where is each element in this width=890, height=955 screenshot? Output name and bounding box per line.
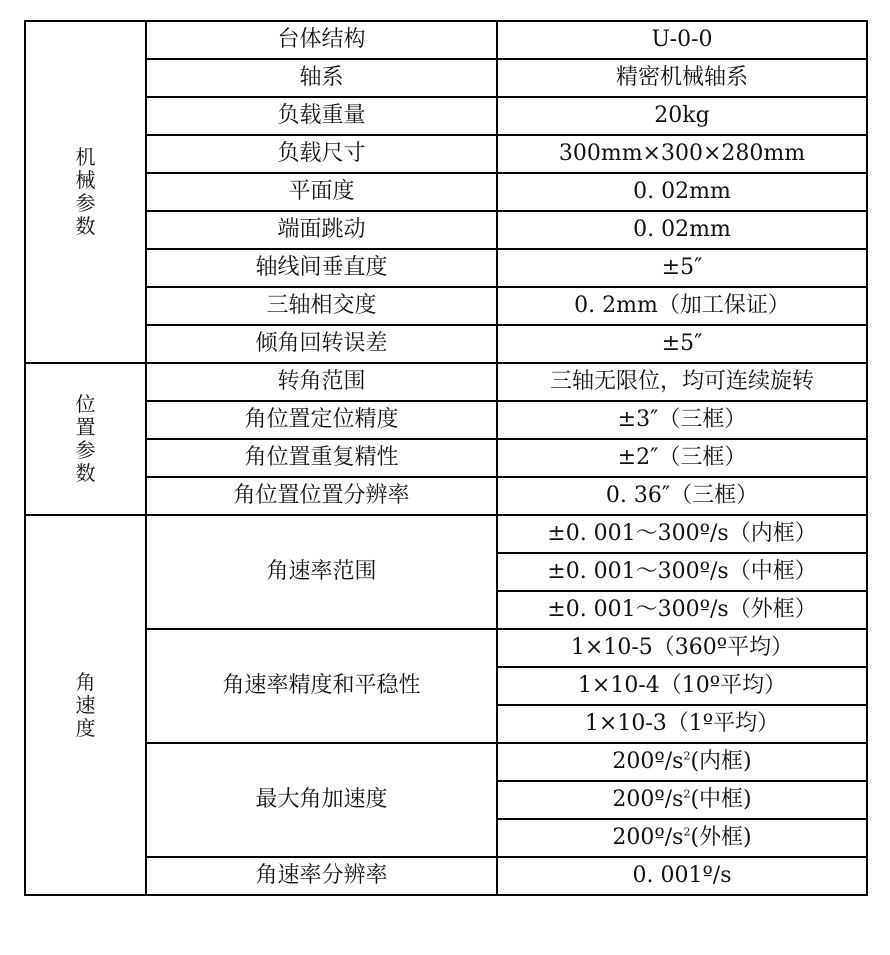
param-cell: 角位置位置分辨率 (146, 477, 497, 515)
param-cell: 角速率范围 (146, 515, 497, 629)
param-cell: 台体结构 (146, 21, 497, 59)
value-cell: 1×10-3（1º平均） (497, 705, 867, 743)
category-label: 机械参数 (75, 145, 96, 238)
table-row (25, 629, 867, 667)
table-row (25, 21, 867, 59)
param-cell: 平面度 (146, 173, 497, 211)
value-cell: ±3″（三框） (497, 401, 867, 439)
value-cell: 1×10-5（360º平均） (497, 629, 867, 667)
value-cell: U-0-0 (497, 21, 867, 59)
param-cell: 角速率精度和平稳性 (146, 629, 497, 743)
category-cell (25, 21, 146, 363)
table-row (25, 439, 867, 477)
param-cell: 轴线间垂直度 (146, 249, 497, 287)
value-cell: 0. 36″（三框） (497, 477, 867, 515)
accel-base: 200º/s (612, 787, 684, 812)
accel-frame: (中框) (690, 787, 752, 812)
category-label: 位置参数 (75, 392, 96, 485)
value-cell: 0. 2mm（加工保证） (497, 287, 867, 325)
table-row (25, 287, 867, 325)
param-cell: 轴系 (146, 59, 497, 97)
accel-exponent: 2 (683, 749, 691, 763)
value-cell: ±0. 001～300º/s（内框） (497, 515, 867, 553)
value-cell: 0. 001º/s (497, 857, 867, 895)
table-row (25, 97, 867, 135)
value-cell: ±0. 001～300º/s（外框） (497, 591, 867, 629)
accel-frame: (内框) (690, 749, 752, 774)
table-row (25, 173, 867, 211)
param-cell: 最大角加速度 (146, 743, 497, 857)
accel-base: 200º/s (612, 749, 684, 774)
category-label: 角速度 (75, 669, 96, 740)
accel-exponent: 2 (683, 825, 691, 839)
value-cell (497, 819, 867, 857)
value-cell (497, 781, 867, 819)
spec-table (24, 20, 868, 896)
value-cell: 20kg (497, 97, 867, 135)
param-cell: 转角范围 (146, 363, 497, 401)
value-cell (497, 743, 867, 781)
value-cell: 0. 02mm (497, 173, 867, 211)
category-cell (25, 363, 146, 515)
param-cell: 端面跳动 (146, 211, 497, 249)
value-cell: 1×10-4（10º平均） (497, 667, 867, 705)
table-row (25, 743, 867, 781)
category-cell (25, 515, 146, 895)
param-cell: 倾角回转误差 (146, 325, 497, 363)
accel-frame: (外框) (690, 825, 752, 850)
value-cell: ±5″ (497, 249, 867, 287)
param-cell: 角位置定位精度 (146, 401, 497, 439)
value-cell: 三轴无限位，均可连续旋转 (497, 363, 867, 401)
table-row (25, 135, 867, 173)
table-row (25, 325, 867, 363)
value-cell: 0. 02mm (497, 211, 867, 249)
param-cell: 角位置重复精性 (146, 439, 497, 477)
value-cell: ±2″（三框） (497, 439, 867, 477)
table-row (25, 363, 867, 401)
table-row (25, 211, 867, 249)
accel-base: 200º/s (612, 825, 684, 850)
param-cell: 三轴相交度 (146, 287, 497, 325)
table-row (25, 249, 867, 287)
value-cell: ±0. 001～300º/s（中框） (497, 553, 867, 591)
param-cell: 负载重量 (146, 97, 497, 135)
table-row (25, 477, 867, 515)
value-cell: 精密机械轴系 (497, 59, 867, 97)
table-row (25, 515, 867, 553)
value-cell: 300mm×300×280mm (497, 135, 867, 173)
table-row (25, 401, 867, 439)
accel-exponent: 2 (683, 787, 691, 801)
table-row (25, 857, 867, 895)
value-cell: ±5″ (497, 325, 867, 363)
table-row (25, 59, 867, 97)
param-cell: 角速率分辨率 (146, 857, 497, 895)
param-cell: 负载尺寸 (146, 135, 497, 173)
